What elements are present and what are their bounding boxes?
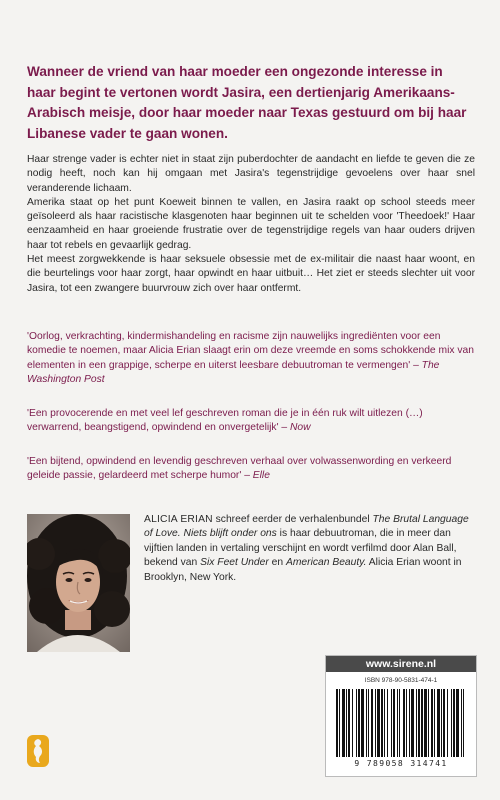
bio-text-1: schreef eerder de verhalenbundel (212, 514, 373, 525)
quote-dash: – (410, 359, 422, 371)
synopsis-paragraph-1: Haar strenge vader is echter niet in staat zijn puberdochter de aandacht en liefde te geven die ze nodig heeft, noch kan hij omgaan met Jasira's tegenstrijdige gevoelens over haar snel veranderende lichaam. (27, 154, 475, 194)
quote-text: 'Een bijtend, opwindend en levendig geschreven verhaal over volwassenwording en verkeerd geleide passie, gelardeerd met scherpe humor' (27, 456, 452, 482)
barcode-bar (375, 689, 376, 757)
barcode-bar (397, 689, 398, 757)
barcode-bar (416, 689, 417, 757)
barcode-bar (387, 689, 388, 757)
barcode-bar (342, 689, 345, 757)
barcode-bar (437, 689, 440, 757)
barcode-bar (381, 689, 383, 757)
barcode-bar (356, 689, 357, 757)
barcode-bar (424, 689, 427, 757)
quote-dash: – (241, 470, 253, 482)
barcode-bar (428, 689, 429, 757)
bio-book-2: Niets blijft onder ons (183, 528, 277, 540)
synopsis-paragraph-2: Amerika staat op het punt Koeweit binnen te vallen, en Jasira raakt op school steeds meer geïsoleerd als haar racistische klasgenoten haar beginnen uit te schelden voor 'Theedoek!' Haar eenzaamheid en haar groeiende frustratie over de tegenstrijdige regels van haar ouders drijven haar tot rebels en gevaarlijk gedrag. (27, 196, 475, 251)
lead-paragraph: Wanneer de vriend van haar moeder een ongezonde interesse in haar begint te vertonen wordt Jasira, een dertienjarig Amerikaans-Arabisch meisje, door haar moeder naar Texas gestuurd om bij haar Libanese vader te gaan wonen. (27, 64, 467, 141)
sirene-logo-icon (27, 735, 49, 767)
barcode-bar (461, 689, 462, 757)
author-bio (144, 513, 476, 585)
barcode-bar (406, 689, 407, 757)
barcode-bar (456, 689, 459, 757)
isbn-number: ISBN 978-90-5831-474-1 (364, 677, 438, 684)
isbn-barcode-box (325, 655, 477, 777)
quote-source: Now (290, 422, 311, 434)
review-quote-1 (27, 330, 475, 388)
barcode-bar (348, 689, 350, 757)
quote-text: 'Een provocerende en met veel lef geschreven roman die je in één ruk wilt uitlezen (…) verwarrend, beangstigend, opwindend en onvergetelijk' (27, 408, 423, 434)
author-name: ALICIA ERIAN (144, 514, 213, 525)
quote-source: The Washington Post (27, 359, 440, 386)
barcode-bar (441, 689, 442, 757)
author-portrait-image (27, 514, 130, 652)
bio-text-4: en (268, 557, 286, 569)
bio-film-2: American Beauty. (285, 557, 367, 569)
barcode-bar (393, 689, 395, 757)
barcode-bar (361, 689, 364, 757)
bio-text-3: is haar debuutroman, die in meer dan vijftien landen in vertaling verschijnt en wordt verfilmd door Alan Ball, bekend van (144, 528, 457, 569)
barcode-digits: 9 789058 314741 (354, 759, 448, 768)
barcode-bar (339, 689, 340, 757)
barcode-bar (409, 689, 410, 757)
review-quote-2 (27, 407, 475, 436)
review-quote-3 (27, 455, 475, 484)
barcode-bar (411, 689, 414, 757)
sirene-logo-svg (27, 735, 49, 767)
barcode (336, 689, 466, 757)
publisher-url: www.sirene.nl (326, 656, 476, 672)
barcode-bar (447, 689, 448, 757)
barcode-bar (346, 689, 347, 757)
quote-text: 'Oorlog, verkrachting, kindermishandeling en racisme zijn nauwelijks ingrediënten voor een komedie te noemen, maar Alicia Erian slaagt erin om deze vreemde en soms schokkende mix van elementen in een grappige, scherpe en uiterst leesbare debuutroman te vermengen' (27, 331, 474, 371)
synopsis-paragraph-3: Het meest zorgwekkende is haar seksuele obsessie met de ex-militair die naast haar woont, en die beurtelings voor haar zorgt, haar opwindt en haar uitbuit… Het ziet er steeds slechter uit voor Jasira, tot een zwangere buurvrouw zich over haar ontfermt. (27, 254, 475, 294)
barcode-bar (463, 689, 464, 757)
barcode-bar (403, 689, 405, 757)
barcode-bar (368, 689, 369, 757)
quote-dash: – (278, 422, 290, 434)
barcode-bar (418, 689, 420, 757)
barcode-bar (434, 689, 435, 757)
barcode-bar (431, 689, 433, 757)
barcode-bar (443, 689, 445, 757)
author-portrait (27, 514, 130, 652)
barcode-bar (384, 689, 385, 757)
barcode-bar (336, 689, 338, 757)
bio-text-5: Alicia Erian woont in Brooklyn, New York. (144, 557, 462, 583)
barcode-bar (352, 689, 353, 757)
bio-film-1: Six Feet Under (200, 557, 269, 569)
barcode-bar (377, 689, 380, 757)
barcode-bar (358, 689, 360, 757)
barcode-bar (391, 689, 392, 757)
barcode-bar (399, 689, 400, 757)
barcode-bar (366, 689, 367, 757)
synopsis (27, 153, 475, 296)
quote-source: Elle (252, 470, 270, 482)
bio-book-1: The Brutal Language of Love. (144, 514, 469, 540)
barcode-bar (451, 689, 452, 757)
barcode-bar (371, 689, 373, 757)
barcode-bar (421, 689, 423, 757)
barcode-bar (453, 689, 455, 757)
